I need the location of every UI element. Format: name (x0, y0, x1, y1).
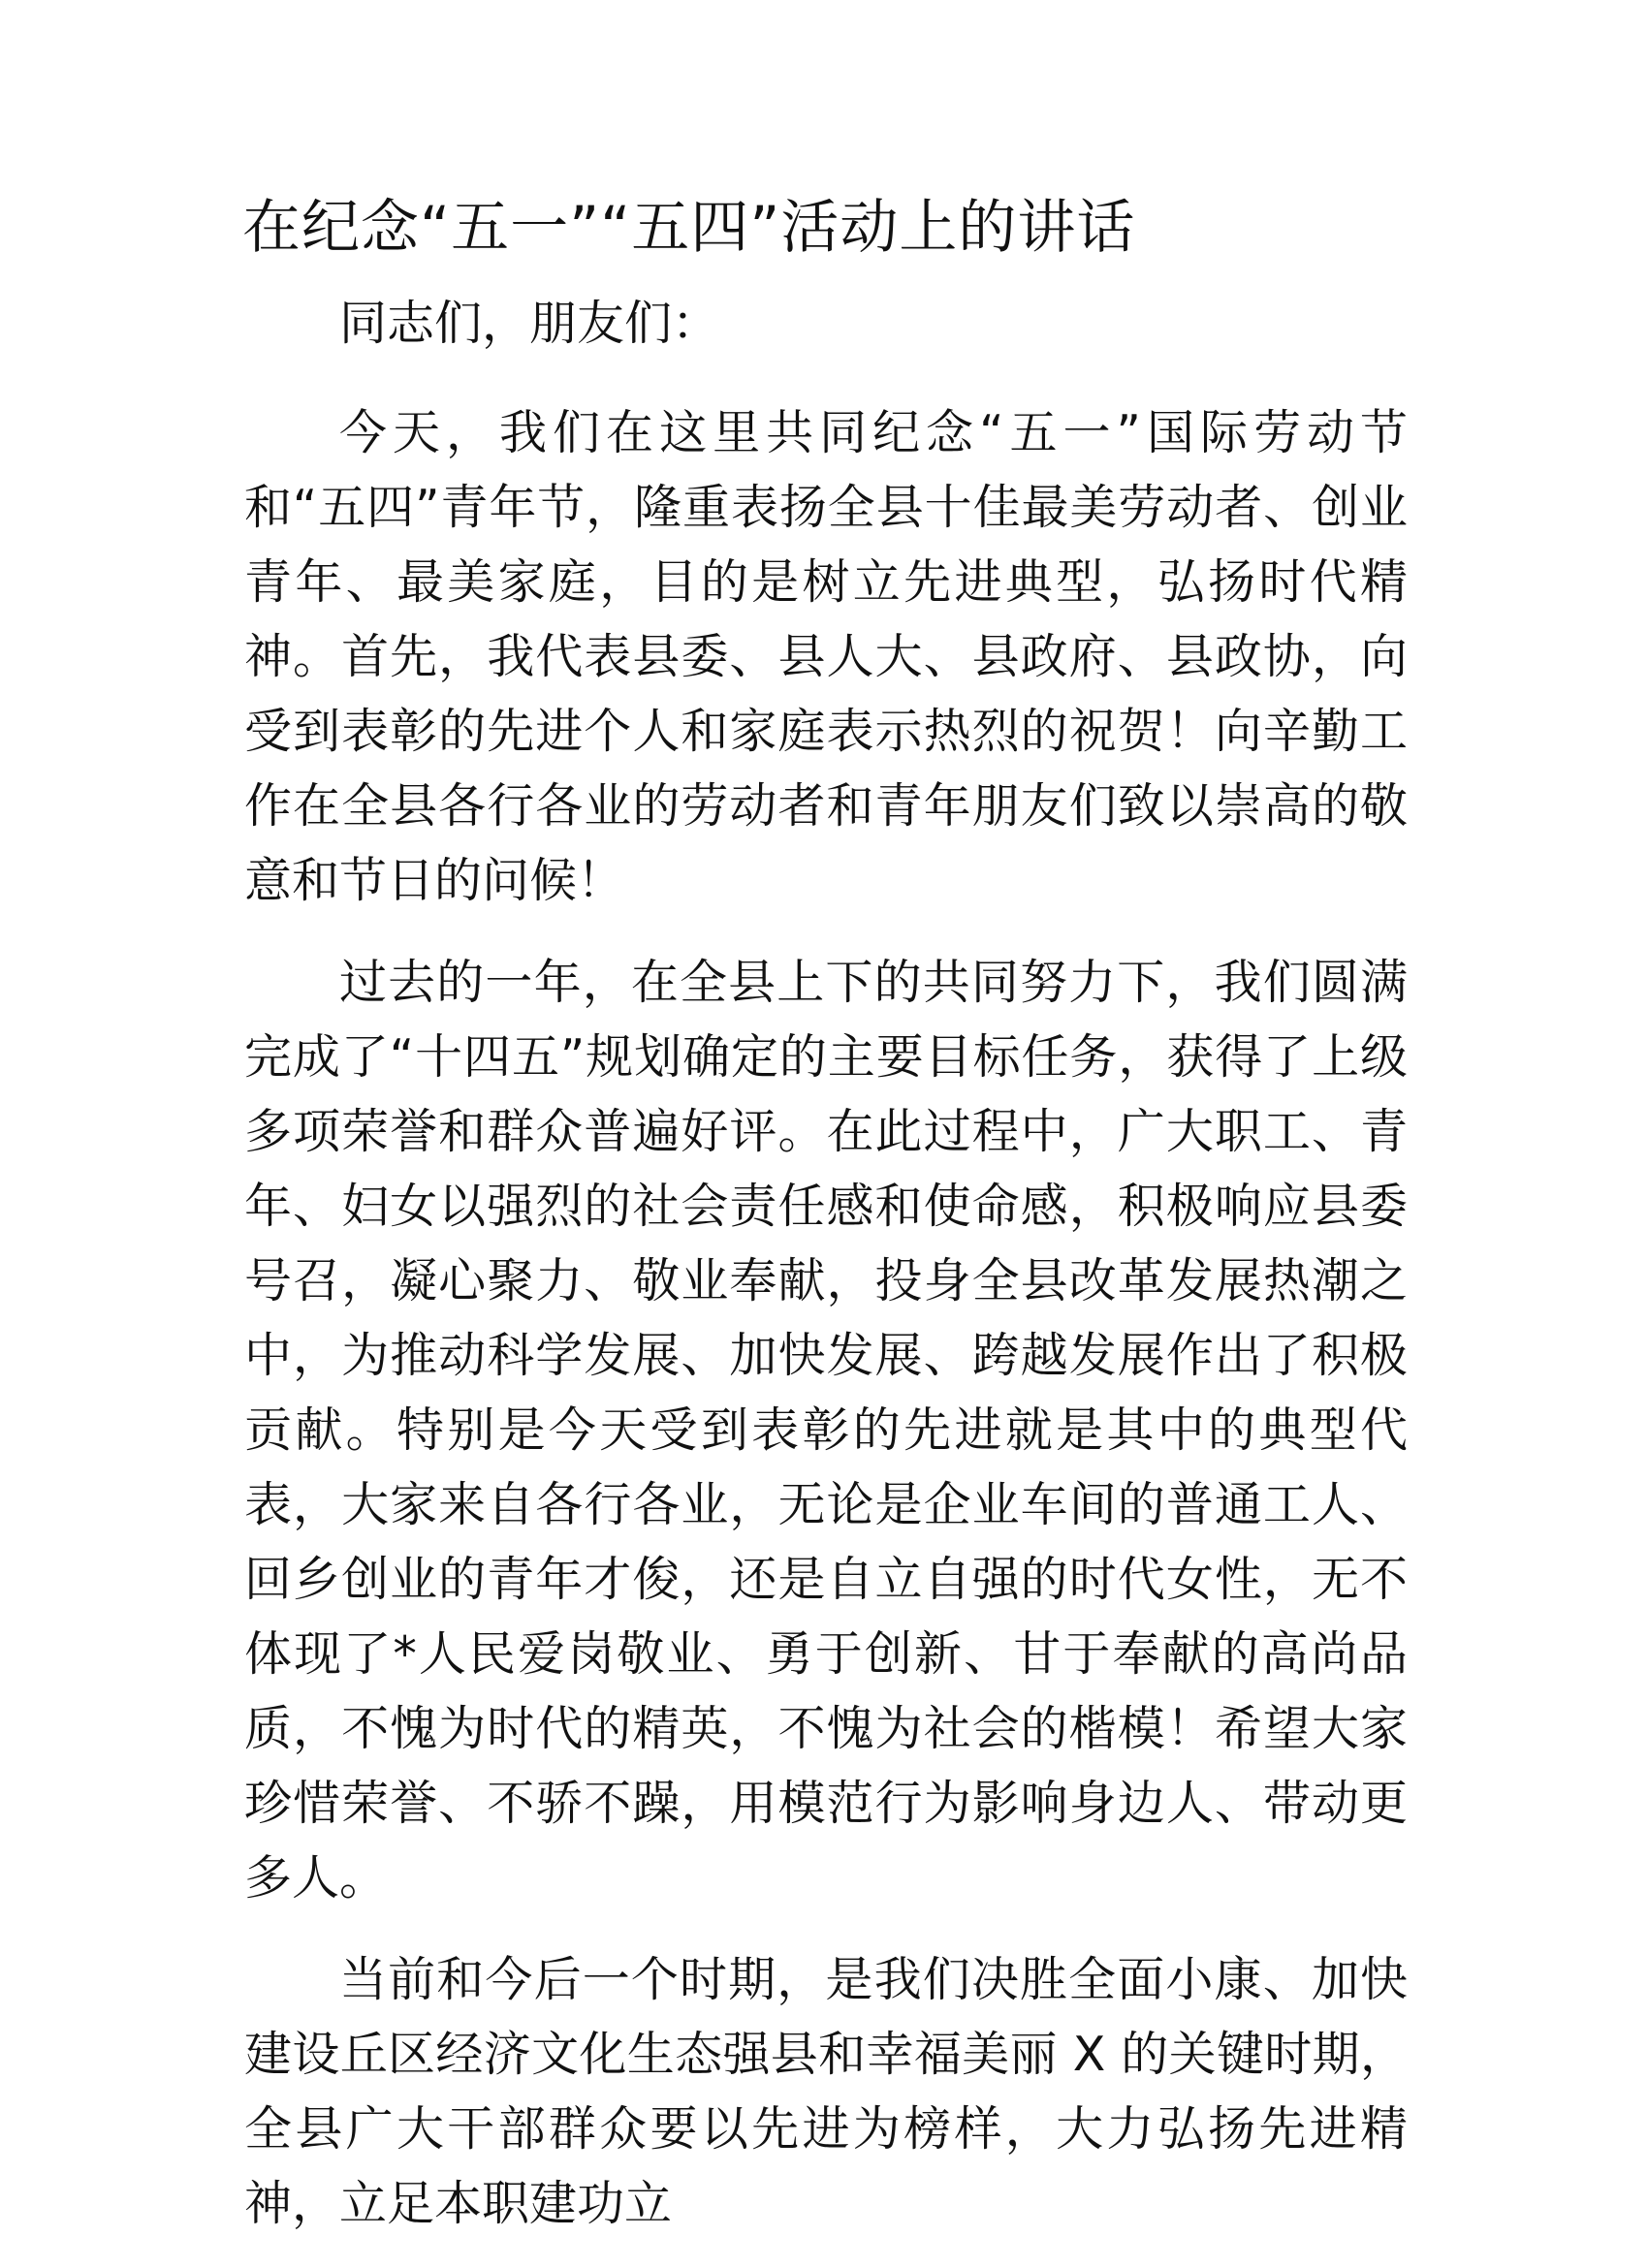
salutation: 同志们，朋友们： (339, 296, 720, 351)
paragraph-1: 今天，我们在这里共同纪念“五一”国际劳动节和“五四”青年节，隆重表扬全县十佳最美劳动者、创业青年、最美家庭，目的是树立先进典型，弘扬时代精神。首先，我代表县委、县人大、县政府、县政协，向受到表彰的先进个人和家庭表示热烈的祝贺！向辛勤工作在全县各行各业的劳动者和青年朋友们致以崇高的敬意和节日的问候！ (244, 405, 1408, 908)
paragraph-3: 当前和今后一个时期，是我们决胜全面小康、加快建设丘区经济文化生态强县和幸福美丽 X 的关键时期，全县广大干部群众要以先进为榜样，大力弘扬先进精神，立足本职建功立 (244, 1952, 1408, 2231)
document-title: 在纪念“五一”“五四”活动上的讲话 (242, 194, 1136, 262)
paragraph-2: 过去的一年，在全县上下的共同努力下，我们圆满完成了“十四五”规划确定的主要目标任务，获得了上级多项荣誉和群众普遍好评。在此过程中，广大职工、青年、妇女以强烈的社会责任感和使命感，积极响应县委号召，凝心聚力、敬业奉献，投身全县改革发展热潮之中，为推动科学发展、加快发展、跨越发展作出了积极贡献。特别是今天受到表彰的先进就是其中的典型代表，大家来自各行各业，无论是企业车间的普通工人、回乡创业的青年才俊，还是自立自强的时代女性，无不体现了*人民爱岗敬业、勇于创新、甘于奉献的高尚品质，不愧为时代的精英，不愧为社会的楷模！希望大家珍惜荣誉、不骄不躁，用模范行为影响身边人、带动更多人。 (244, 955, 1408, 1906)
document-body (244, 286, 1408, 2268)
